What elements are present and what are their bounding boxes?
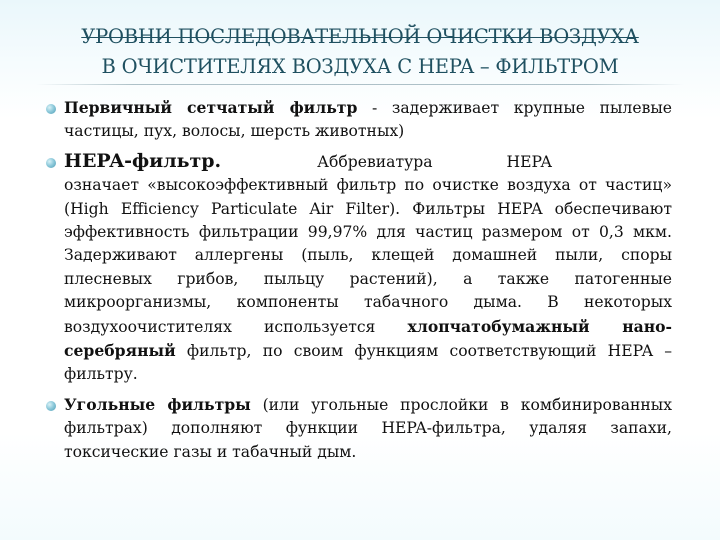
list-item-hepa-filter bbox=[44, 150, 672, 387]
item-text: (или угольные прослойки в комбинированных фильтрах) дополняют функции HEPA-фильтра, удаляя запахи, токсические газы и табачный дым. bbox=[64, 395, 672, 461]
slide-title bbox=[20, 22, 700, 82]
title-divider bbox=[36, 84, 684, 85]
list-item-carbon-filter bbox=[44, 393, 672, 464]
bullet-icon bbox=[46, 158, 56, 168]
item-text-a: Аббревиатура bbox=[317, 152, 433, 171]
bullet-list bbox=[44, 96, 672, 470]
item-bold-label: Первичный сетчатый фильтр bbox=[64, 98, 358, 117]
item-bold-phrase: хлопчатобумажный нано-серебряный bbox=[64, 316, 672, 361]
item-text-d: фильтр, по своим функциям соответствующий HEPA – фильтру. bbox=[64, 342, 672, 384]
item-bold-label: HEPA-фильтр. bbox=[64, 149, 222, 172]
item-text: - задерживает крупные пылевые частицы, пух, волосы, шерсть животных) bbox=[64, 99, 672, 141]
list-item-primary-filter bbox=[44, 96, 672, 144]
title-line-1: УРОВНИ ПОСЛЕДОВАТЕЛЬНОЙ ОЧИСТКИ ВОЗДУХА bbox=[81, 25, 639, 48]
bullet-icon bbox=[46, 104, 56, 114]
item-bold-label: Угольные фильтры bbox=[64, 394, 251, 414]
item-text-b: HEPA bbox=[506, 152, 552, 171]
title-line-2: В ОЧИСТИТЕЛЯХ ВОЗДУХА С HEPA – ФИЛЬТРОМ bbox=[101, 55, 619, 78]
item-text-c: означает «высокоэффективный фильтр по очистке воздуха от частиц» (High Efficiency Particulate Air Filter). Фильтры HEPA обеспечивают эффективность фильтрации 99,97% для частиц размером от 0,3 мкм. Задерживают аллергены (пыль, клещей домашней пыли, споры плесневых грибов, пыльцу растений), а также патогенные микроорганизмы, компоненты табачного дыма. В некоторых воздухоочистителях используется bbox=[64, 176, 672, 336]
bullet-icon bbox=[46, 401, 56, 411]
